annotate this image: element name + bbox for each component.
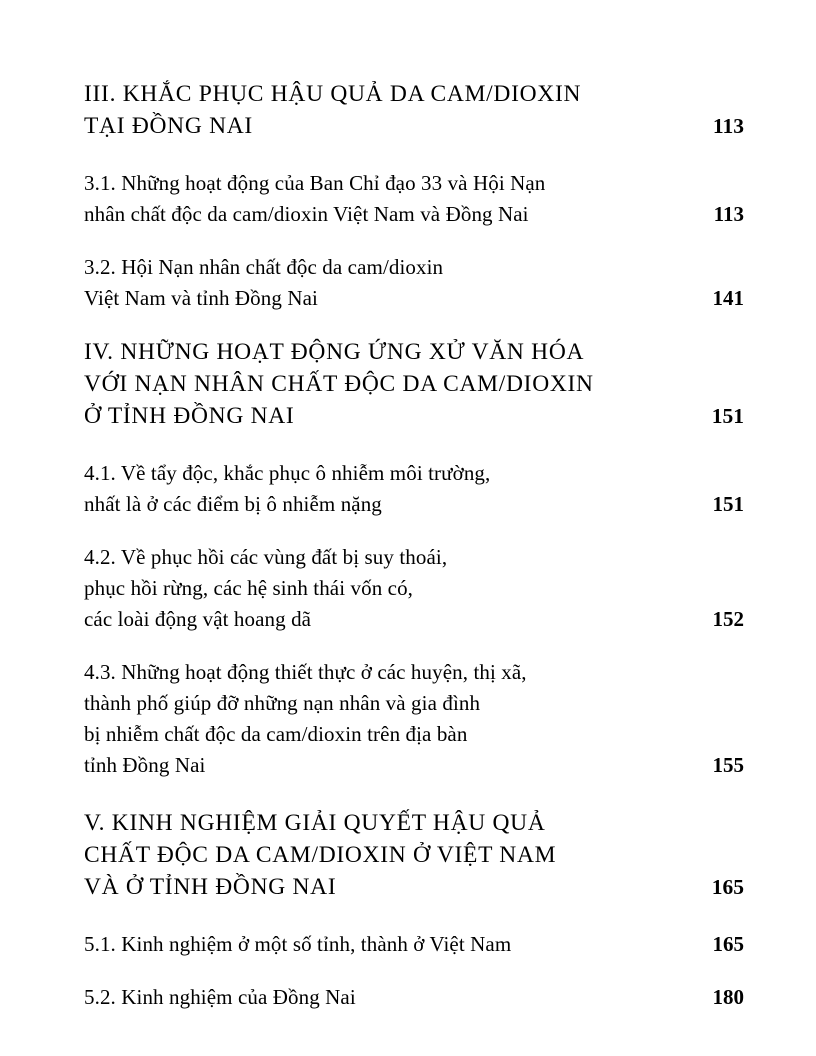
toc-entry-section-5[interactable] [84,807,744,903]
toc-entry-section-3-1[interactable] [84,168,744,230]
toc-entry-title [84,657,690,781]
toc-entry-page-number: 152 [712,607,744,631]
toc-entry-line: VÀ Ở TỈNH ĐỒNG NAI [84,874,337,900]
toc-entry-line: IV. NHỮNG HOẠT ĐỘNG ỨNG XỬ VĂN HÓA [84,339,585,365]
toc-entry-page-number: 180 [712,985,744,1009]
toc-entry-title [84,168,690,230]
toc-entry-line: CHẤT ĐỘC DA CAM/DIOXIN Ở VIỆT NAM [84,842,557,868]
toc-entry-section-4-3[interactable] [84,657,744,781]
toc-entry-title [84,252,690,314]
toc-entry-section-4[interactable] [84,336,744,432]
toc-entry-line: 4.1. Về tẩy độc, khắc phục ô nhiễm môi trường, [84,461,491,485]
toc-entry-line: Ở TỈNH ĐỒNG NAI [84,403,295,429]
toc-entry-line: 5.2. Kinh nghiệm của Đồng Nai [84,985,356,1009]
toc-entry-line: Việt Nam và tỉnh Đồng Nai [84,286,318,310]
toc-entry-title [84,542,690,635]
toc-entry-page-number: 113 [713,202,744,226]
toc-entry-page-number: 165 [711,875,744,899]
toc-entry-line: bị nhiễm chất độc da cam/dioxin trên địa bàn [84,722,468,746]
toc-entry-page-number: 155 [712,753,744,777]
toc-entry-line: 5.1. Kinh nghiệm ở một số tỉnh, thành ở Việt Nam [84,932,512,956]
toc-entry-line: V. KINH NGHIỆM GIẢI QUYẾT HẬU QUẢ [84,810,546,836]
table-of-contents [84,78,744,1013]
toc-entry-section-4-2[interactable] [84,542,744,635]
toc-entry-page-number: 165 [712,932,744,956]
toc-entry-page-number: 151 [711,404,744,428]
toc-entry-line: các loài động vật hoang dã [84,607,312,631]
toc-entry-section-5-2[interactable] [84,982,744,1013]
toc-entry-section-5-1[interactable] [84,929,744,960]
toc-entry-line: tỉnh Đồng Nai [84,753,206,777]
toc-entry-page-number: 113 [712,114,744,138]
toc-entry-line: nhân chất độc da cam/dioxin Việt Nam và Đồng Nai [84,202,529,226]
toc-entry-line: 3.2. Hội Nạn nhân chất độc da cam/dioxin [84,255,444,279]
toc-entry-title [84,78,690,142]
toc-entry-line: VỚI NẠN NHÂN CHẤT ĐỘC DA CAM/DIOXIN [84,371,594,397]
toc-entry-page-number: 141 [712,286,744,310]
toc-entry-line: TẠI ĐỒNG NAI [84,113,253,139]
toc-entry-title [84,336,690,432]
toc-entry-section-4-1[interactable] [84,458,744,520]
toc-entry-section-3[interactable] [84,78,744,142]
toc-entry-title [84,929,690,960]
toc-entry-title [84,458,690,520]
toc-entry-line: III. KHẮC PHỤC HẬU QUẢ DA CAM/DIOXIN [84,81,582,107]
toc-entry-line: nhất là ở các điểm bị ô nhiễm nặng [84,492,382,516]
toc-entry-title [84,982,690,1013]
toc-entry-line: 3.1. Những hoạt động của Ban Chỉ đạo 33 và Hội Nạn [84,171,546,195]
toc-entry-line: 4.2. Về phục hồi các vùng đất bị suy thoái, [84,545,448,569]
toc-entry-page-number: 151 [712,492,744,516]
toc-entry-line: 4.3. Những hoạt động thiết thực ở các huyện, thị xã, [84,660,527,684]
toc-entry-line: thành phố giúp đỡ những nạn nhân và gia đình [84,691,481,715]
toc-entry-title [84,807,690,903]
toc-entry-line: phục hồi rừng, các hệ sinh thái vốn có, [84,576,414,600]
toc-entry-section-3-2[interactable] [84,252,744,314]
